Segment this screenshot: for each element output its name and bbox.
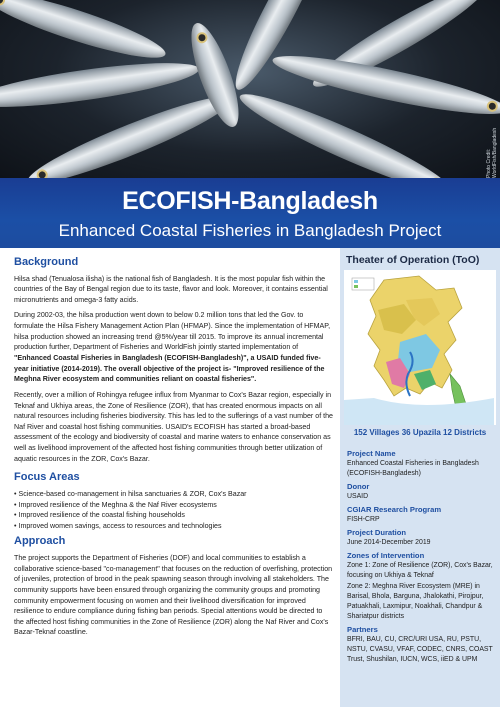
- cgiar-label: CGIAR Research Program: [347, 505, 442, 514]
- background-paragraph-2-text: During 2002-03, the hilsa production went down to below 0.2 million tons that led the Gov. to formulate the Hilsa Fishery Management Action Plan (HFMAP). Since the implementation of HFMAP, hilsa production showed an increasing trend @5%/year till 2015. To improve its annual incremental production further, Department of Fisheries and WorldFish jointly started implementation of: [14, 311, 331, 352]
- background-paragraph-3: Recently, over a million of Rohingya refugee influx from Myanmar to Cox's Bazar region, especially in Teknaf and Ukhiya areas, the Zone of Resilience (ZOR), that has created enormous impacts on all natural resources including fisheries biodiversity. This has led to the sufferings of a vast number of the Naf River and coastal host fishing communities. USAID's ECOFISH has started a broad-based assessment of the ecology and biodiversity of coastal and marine waters to enhance conservation as well as livelihood improvement of the affected host fishing communities through better utilization of aquatic resources in the ZOR, Cox's Bazar.: [14, 390, 333, 463]
- page-subtitle: Enhanced Coastal Fisheries in Bangladesh Project: [58, 221, 442, 240]
- zone-1-value: Zone 1: Zone of Resilience (ZOR), Cox's Bazar, focusing on Ukhiya & Teknaf: [347, 562, 493, 579]
- project-name-label: Project Name: [347, 449, 396, 458]
- list-item: • Improved resilience of the coastal fishing households: [14, 510, 334, 521]
- zone-2-value: Zone 2: Meghna River Ecosystem (MRE) in Barisal, Bhola, Barguna, Jhalokathi, Pirojpur, Patuakhali, Laxmipur, Noakhali, Chandpur & Shariatpur districts: [347, 583, 484, 620]
- approach-heading: Approach: [14, 535, 66, 548]
- focus-areas-list: [14, 489, 334, 532]
- duration-value: June 2014-December 2019: [347, 539, 431, 546]
- legend-swatch: [354, 285, 358, 288]
- focus-areas-heading: Focus Areas: [14, 471, 80, 484]
- background-heading: Background: [14, 256, 79, 268]
- project-objective: "Enhanced Coastal Fisheries in Bangladesh (ECOFISH-Bangladesh)", a USAID funded five-year initiative (2014-2019). The overall objective of the project is- "Improved resilience of the Meghna River ecosystem and communities reliant on coastal fisheries".: [14, 353, 325, 384]
- coverage-stats: 152 Villages 36 Upazila 12 Districts: [353, 428, 487, 437]
- duration-label: Project Duration: [347, 528, 407, 537]
- background-paragraph-1: Hilsa shad (Tenualosa ilisha) is the national fish of Bangladesh. It is the most popular fish within the countries of the Bay of Bengal region due to its taste, flavor and look. Moreover, it contains essential micronutrients and omega-3 fatty acids.: [14, 274, 328, 304]
- map-legend: [352, 278, 374, 290]
- list-item: • Improved resilience of the Meghna & the Naf River ecosystems: [14, 500, 334, 511]
- list-item: • Improved women savings, access to resources and technologies: [14, 521, 334, 532]
- main-content: [14, 252, 334, 643]
- theater-of-operation-heading: Theater of Operation (ToO): [346, 254, 480, 266]
- donor-label: Donor: [347, 482, 370, 491]
- zones-label: Zones of Intervention: [347, 551, 425, 560]
- approach-paragraph: The project supports the Department of Fisheries (DOF) and local communities to establish a collaborative science-based "co-management" that focuses on the reduction of overfishing, protection of juveniles, protection of brood in the peak spawning season through involving all stakeholders. The community supports have been ensured through organizing the community groups and promoting community empowerment focusing on women and their livelihood diversification for improved resilience to endure compliance during fishing ban periods. Special attentions would be directed to the affected host fishing communities in the Zone of Resilience (ZOR) along the Naf River and Cox's Bazar-Teknaf coastline.: [14, 553, 333, 637]
- sidebar: [340, 248, 500, 707]
- page-title: ECOFISH-Bangladesh: [122, 187, 378, 215]
- background-paragraph-2: [14, 310, 334, 384]
- legend-swatch: [354, 280, 358, 283]
- bangladesh-map: [344, 270, 496, 425]
- donor-value: USAID: [347, 493, 369, 500]
- fish-image: [0, 54, 201, 116]
- partners-value: BFRI, BAU, CU, CRC/URI USA, RU, PSTU, NSTU, CVASU, VFAF, CODEC, CNRS, COAST Trust, Shushilan, IUCN, WCS, iiED & UPM: [347, 636, 493, 663]
- fish-image: [0, 0, 170, 69]
- country-outline: [368, 276, 462, 396]
- partners-label: Partners: [347, 625, 378, 634]
- title-band: [0, 178, 500, 248]
- project-name-value: Enhanced Coastal Fisheries in Bangladesh (ECOFISH-Bangladesh): [347, 460, 479, 477]
- photo-credit: Photo Credit: WorldFish/Bangladesh: [486, 127, 498, 178]
- cgiar-value: FISH-CRP: [347, 516, 380, 523]
- hero-fish-photo: [0, 0, 500, 178]
- list-item: • Science-based co-management in hilsa sanctuaries & ZOR, Cox's Bazar: [14, 489, 334, 500]
- project-info: [347, 446, 497, 666]
